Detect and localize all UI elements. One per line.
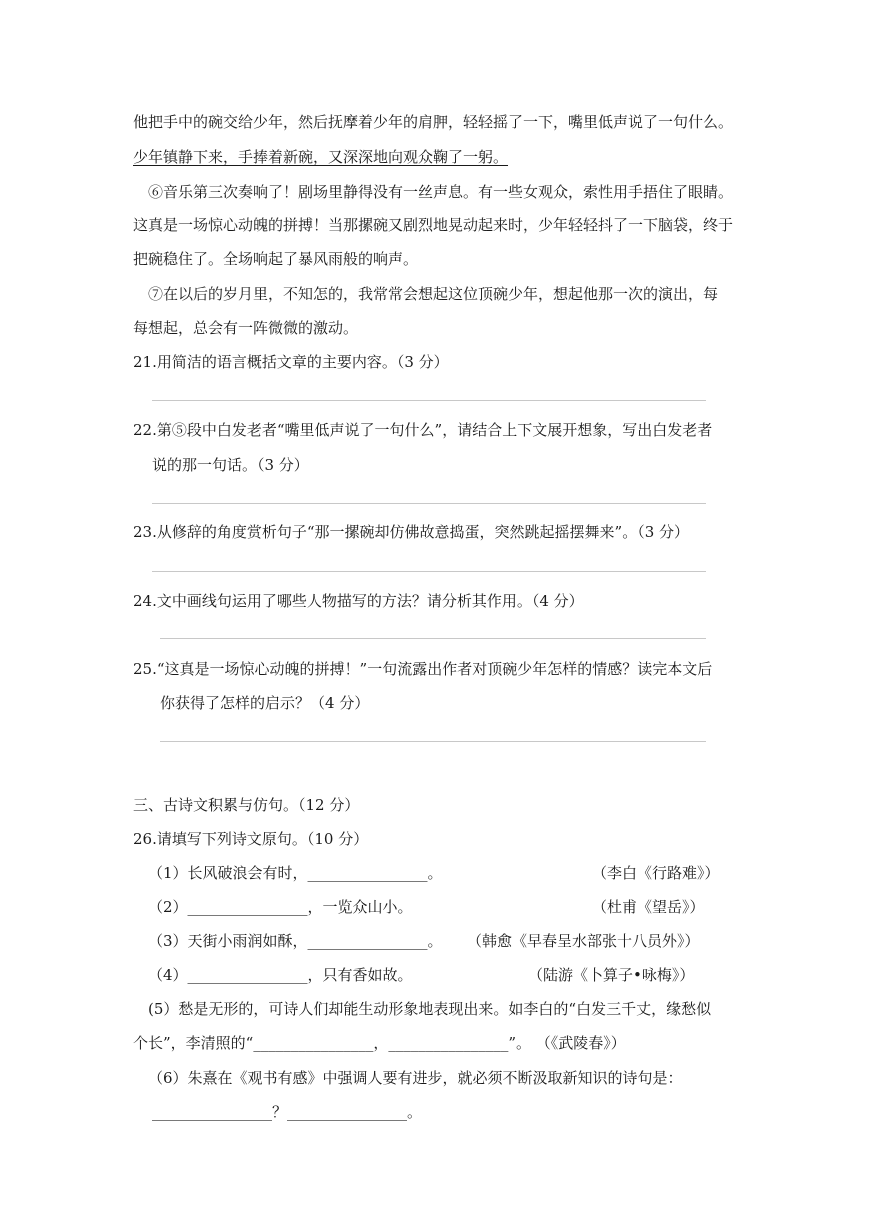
poem-source-3: （韩愈《早春呈水部张十八员外》）	[467, 932, 700, 950]
question-26: 26.请填写下列诗文原句。（10 分）	[133, 830, 369, 848]
paragraph-6-line-1: ⑥音乐第三次奏响了！剧场里静得没有一丝声息。有一些女观众，索性用手捂住了眼睛。	[148, 183, 734, 201]
question-25-line-1: 25.“这真是一场惊心动魄的拼搏！”一句流露出作者对顶碗少年怎样的情感？读完本文后	[133, 660, 713, 678]
poem-item-6-line-1: （6）朱熹在《观书有感》中强调人要有进步，就必须不断汲取新知识的诗句是：	[148, 1069, 683, 1087]
poem-item-6-line-2: ________________？________________。	[152, 1103, 423, 1121]
poem-item-2: （2）________________，一览众山小。	[148, 898, 413, 916]
question-22-line-1: 22.第⑤段中白发老者“嘴里低声说了一句什么”，请结合上下文展开想象，写出白发老者	[133, 421, 713, 439]
poem-item-3: （3）天街小雨润如酥，________________。	[148, 932, 443, 950]
question-24: 24.文中画线句运用了哪些人物描写的方法？请分析其作用。（4 分）	[133, 592, 584, 610]
answer-line-22[interactable]	[152, 503, 706, 504]
poem-item-5-line-2: 个长”，李清照的“________________，________________”。 （《武陵春》）	[133, 1034, 626, 1052]
underlined-sentence: 少年镇静下来，手捧着新碗，又深深地向观众鞠了一躬。	[133, 148, 509, 166]
answer-line-24[interactable]	[160, 638, 706, 639]
poem-source-1: （李白《行路难》）	[592, 864, 720, 882]
answer-line-25[interactable]	[160, 741, 706, 742]
paragraph-7-line-1: ⑦在以后的岁月里，不知怎的，我常常会想起这位顶碗少年，想起他那一次的演出，每	[148, 285, 719, 303]
section-3-title: 三、古诗文积累与仿句。（12 分）	[133, 796, 360, 814]
poem-source-4: （陆游《卜算子•咏梅》）	[528, 966, 695, 984]
question-22-line-2: 说的那一句话。（3 分）	[152, 456, 309, 474]
paragraph-6-line-2: 这真是一场惊心动魄的拼搏！当那摞碗又剧烈地晃动起来时，少年轻轻抖了一下脑袋，终于	[133, 216, 734, 234]
paragraph-5-line-1: 他把手中的碗交给少年，然后抚摩着少年的肩胛，轻轻摇了一下，嘴里低声说了一句什么。	[133, 113, 734, 131]
poem-item-5-line-1: (5）愁是无形的，可诗人们却能生动形象地表现出来。如李白的“白发三千丈，缘愁似	[148, 1000, 712, 1018]
question-21: 21.用简洁的语言概括文章的主要内容。（3 分）	[133, 353, 449, 371]
poem-item-4: （4）________________，只有香如故。	[148, 966, 413, 984]
poem-item-1: （1）长风破浪会有时，________________。	[148, 864, 443, 882]
question-23: 23.从修辞的角度赏析句子“那一摞碗却仿佛故意捣蛋，突然跳起摇摆舞来”。（3 分）	[133, 523, 690, 541]
answer-line-21[interactable]	[152, 400, 706, 401]
paragraph-7-line-2: 每想起，总会有一阵微微的激动。	[133, 319, 359, 337]
answer-line-23[interactable]	[152, 571, 706, 572]
poem-source-2: （杜甫《望岳》）	[592, 898, 705, 916]
paragraph-6-line-3: 把碗稳住了。全场响起了暴风雨般的响声。	[133, 250, 419, 268]
question-25-line-2: 你获得了怎样的启示？（4 分）	[160, 694, 370, 712]
